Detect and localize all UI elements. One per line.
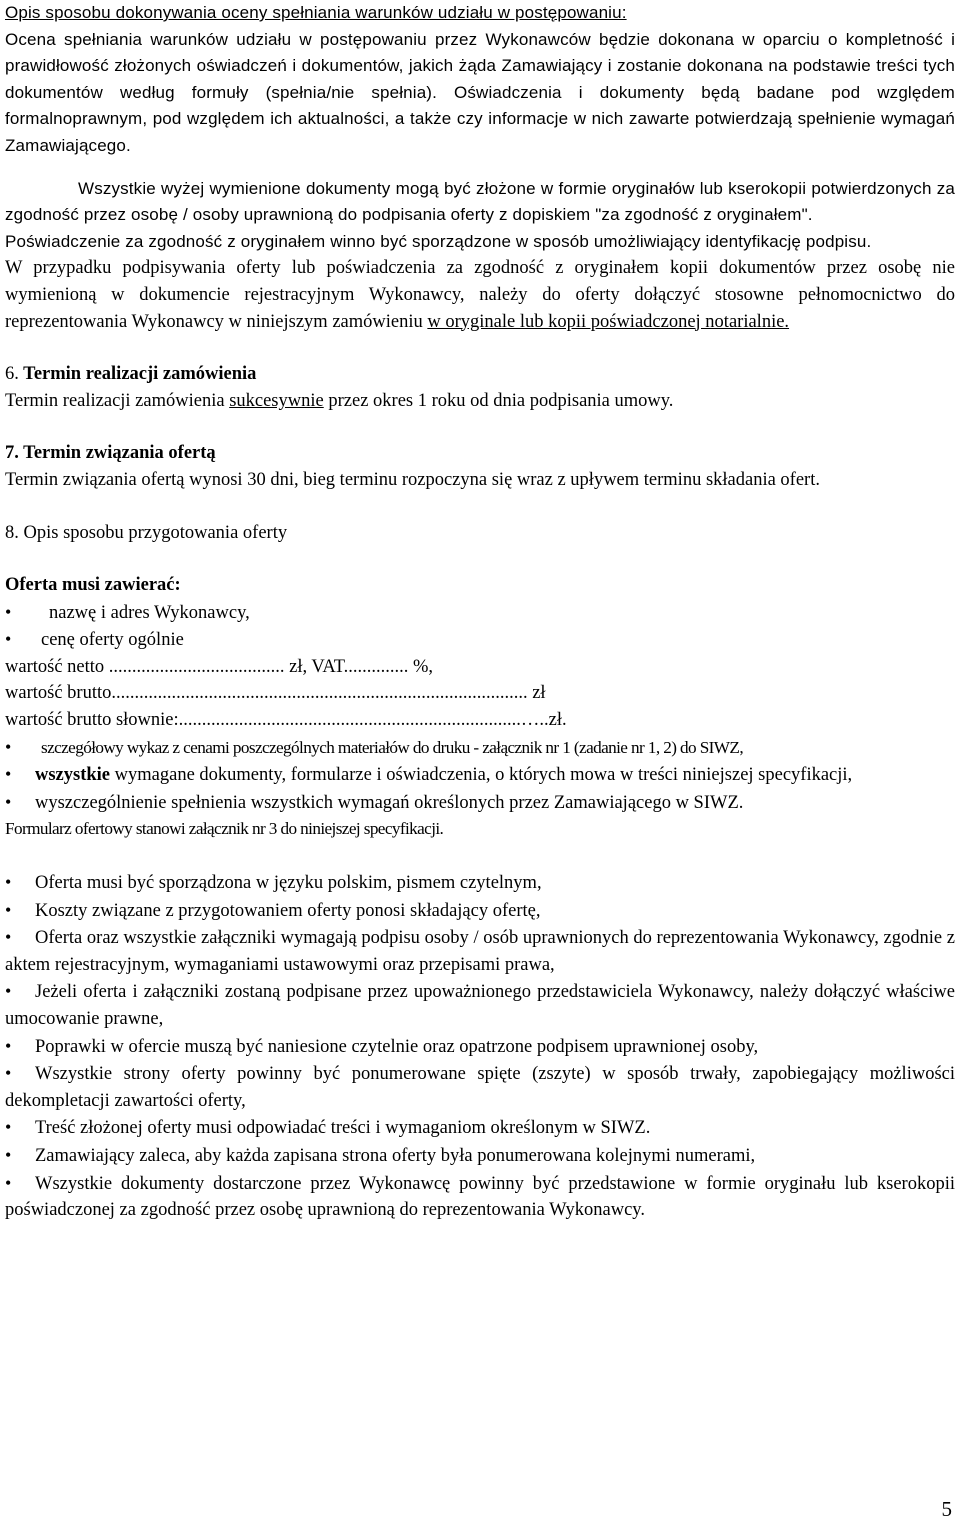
list-item: • wyszczególnienie spełnienia wszystkich wymagań określonych przez Zamawiającego w SIWZ. [5, 789, 955, 817]
paragraph-documents-copies: Wszystkie wyżej wymienione dokumenty mogą być złożone w formie oryginałów lub kserokopii potwierdzonych za zgodność przez osobę / osoby uprawnioną do podpisania oferty z dopiskiem "za zgodność z oryginałem". [5, 178, 955, 225]
bullet-icon: • [5, 899, 12, 920]
value-words-line: wartość brutto słownie:..........................................................................…..zł. [5, 710, 567, 731]
bullet-icon: • [5, 1063, 12, 1084]
bullet-icon: • [5, 872, 12, 893]
paragraph-power-of-attorney: W przypadku podpisywania oferty lub poświadczenia za zgodność z oryginałem kopii dokumentów przez osobę nie wymienioną w dokumencie rejestracyjnym Wykonawcy, należy do oferty dołączyć stosowne pełnomocnictwo do reprezentowania Wykonawcy w niniejszym zamówieniu w oryginale lub kopii poświadczonej notarialnie. [5, 258, 955, 332]
list-item: • cenę oferty ogólnie [5, 626, 955, 654]
list-item: • Oferta oraz wszystkie załączniki wymagają podpisu osoby / osób uprawnionych do reprezentowania Wykonawcy, zgodnie z aktem rejestracyjnym, wymaganiami ustawowymi oraz przepisami prawa, [5, 924, 955, 978]
bullet-icon: • [5, 791, 12, 812]
paragraph-certification: Poświadczenie za zgodność z oryginałem winno być sporządzone w sposób umożliwiający identyfikację podpisu. [5, 231, 872, 251]
bullet-icon: • [5, 927, 12, 948]
section-title-evaluation: Opis sposobu dokonywania oceny spełniania warunków udziału w postępowaniu: [5, 3, 627, 22]
list-item: • wszystkie wymagane dokumenty, formularze i oświadczenia, o których mowa w treści niniejszej specyfikacji, [5, 761, 955, 789]
list-item: • nazwę i adres Wykonawcy, [5, 599, 955, 627]
offer-contents-heading: Oferta musi zawierać: [5, 575, 181, 596]
list-item: • szczegółowy wykaz z cenami poszczególnych materiałów do druku - załącznik nr 1 (zadanie nr 1, 2) do SIWZ, [5, 734, 955, 762]
list-item: • Treść złożonej oferty musi odpowiadać treści i wymaganiom określonym w SIWZ. [5, 1114, 955, 1142]
list-item: • Zamawiający zaleca, aby każda zapisana strona oferty była ponumerowana kolejnymi numerami, [5, 1142, 955, 1170]
bullet-icon: • [5, 981, 12, 1002]
heading-section-6: 6. Termin realizacji zamówienia [5, 364, 257, 385]
list-item: • Jeżeli oferta i załączniki zostaną podpisane przez upoważnionego przedstawiciela Wykonawcy, należy dołączyć właściwe umocowanie prawne, [5, 978, 955, 1032]
bullet-icon: • [5, 1117, 12, 1138]
underlined-original: w oryginale lub kopii poświadczonej notarialnie. [427, 311, 790, 332]
bullet-icon: • [5, 629, 12, 650]
paragraph-completion-term: Termin realizacji zamówienia sukcesywnie przez okres 1 roku od dnia podpisania umowy. [5, 390, 674, 411]
document-page [5, 0, 955, 1224]
list-item: • Wszystkie strony oferty powinny być ponumerowane spięte (zszyte) w sposób trwały, zapobiegający możliwości dekompletacji zawartości oferty, [5, 1060, 955, 1114]
list-item: • Wszystkie dokumenty dostarczone przez Wykonawcę powinny być przedstawione w formie oryginału lub kserokopii poświadczonej za zgodność przez osobę uprawnioną do reprezentowania Wykonawcy. [5, 1170, 955, 1224]
value-brutto-line: wartość brutto.......................................................................................... zł [5, 683, 546, 704]
heading-section-8: 8. Opis sposobu przygotowania oferty [5, 522, 288, 543]
offer-rules-list [5, 869, 955, 1224]
bullet-icon: • [5, 1035, 12, 1056]
heading-section-7: 7. Termin związania ofertą [5, 443, 216, 464]
bullet-icon: • [5, 1172, 12, 1193]
paragraph-evaluation: Ocena spełniania warunków udziału w postępowaniu przez Wykonawców będzie dokonana w oparciu o kompletność i prawidłowość złożonych oświadczeń i dokumentów, jakich żąda Zamawiający i zostanie dokonana na podstawie treści tych dokumentów według formuły (spełnia/nie spełnia). Oświadczenia i dokumenty będą badane pod względem formalnoprawnym, pod względem ich aktualności, a także czy informacje w nich zawarte potwierdzają spełnienie wymagań Zamawiającego. [5, 29, 955, 155]
list-item: • Koszty związane z przygotowaniem oferty ponosi składający ofertę, [5, 897, 955, 925]
page-number: 5 [941, 1497, 952, 1521]
value-netto-line: wartość netto ...................................... zł, VAT.............. %, [5, 656, 434, 677]
bullet-icon: • [5, 1144, 12, 1165]
offer-form-note: Formularz ofertowy stanowi załącznik nr 3 do niniejszej specyfikacji. [5, 819, 444, 839]
paragraph-binding-term: Termin związania ofertą wynosi 30 dni, bieg terminu rozpoczyna się wraz z upływem terminu składania ofert. [5, 469, 820, 490]
list-item: • Oferta musi być sporządzona w języku polskim, pismem czytelnym, [5, 869, 955, 897]
bullet-icon: • [5, 601, 12, 622]
bullet-icon: • [5, 736, 12, 757]
list-item: • Poprawki w ofercie muszą być naniesione czytelnie oraz opatrzone podpisem uprawnionej osoby, [5, 1033, 955, 1061]
bullet-icon: • [5, 764, 12, 785]
